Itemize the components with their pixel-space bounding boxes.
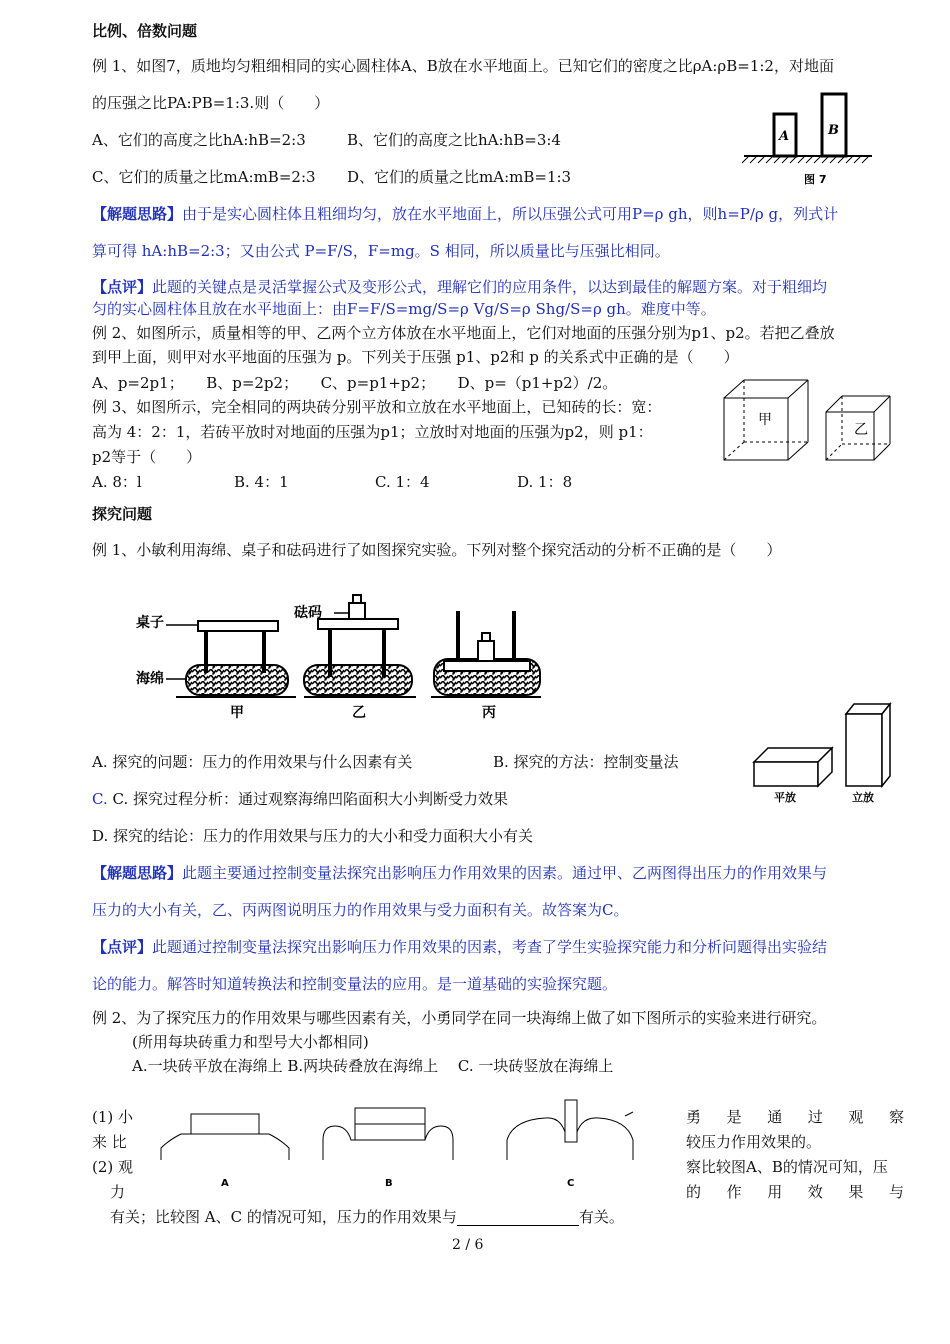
q2-tail: 有关；比较图 A、C 的情况可知，压力的作用效果与 有关。: [110, 1208, 624, 1226]
q2-left: (2) 观: [92, 1158, 134, 1176]
q2-left-2: 力: [110, 1183, 126, 1201]
caption-jia: 甲: [230, 705, 244, 720]
ex3-line-2: 高为 4：2：1，若砖平放时对地面的压强为p1；立放时对地面的压强为p2，则 p1：: [92, 423, 653, 441]
cap-c: C: [567, 1178, 575, 1189]
cap-a: A: [221, 1178, 229, 1189]
ex1-option-d: D、它们的质量之比mA:mB=1:3: [347, 168, 572, 186]
sponge-bricks-figure: [155, 1082, 645, 1190]
brick-stand-label: 立放: [852, 791, 874, 804]
ex1-analysis-1: 【解题思路】由于是实心圆柱体且粗细均匀，放在水平地面上，所以压强公式可用P=ρ gh，则h=P/ρ g，列式计: [92, 205, 839, 223]
q2-right-2: 的 作 用 效 果 与: [686, 1183, 904, 1201]
section-title-ratio: 比例、倍数问题: [92, 22, 198, 40]
ex3-option-c: C. 1：4: [375, 473, 430, 491]
cube-yi-label: 乙: [854, 422, 868, 438]
label-weight: 砝码: [294, 605, 322, 621]
ex1-option-c: C、它们的质量之比mA:mB=2:3: [92, 168, 316, 186]
ex2-options: A、p=2p1； B、p=2p2； C、p=p1+p2； D、p=（p1+p2）/2。: [92, 374, 618, 392]
inq2-line-1: 例 2、为了探究压力的作用效果与哪些因素有关，小勇同学在同一块海绵上做了如下图所示的实验来进行研究。: [92, 1009, 827, 1027]
q1-right: 勇 是 通 过 观 察: [686, 1108, 904, 1126]
q1-left-2: 来 比: [92, 1133, 127, 1151]
label-table: 桌子: [136, 615, 164, 631]
sponge-table-figure: [136, 585, 556, 720]
ex3-line-3: p2等于（ ）: [92, 448, 202, 466]
q1-right-2: 较压力作用效果的。: [686, 1133, 822, 1151]
inq1-option-b: B. 探究的方法：控制变量法: [493, 753, 679, 771]
ex1-line-1: 例 1、如图7，质地均匀粗细相同的实心圆柱体A、B放在水平地面上。已知它们的密度之比ρA:ρB=1:2，对地面: [92, 57, 834, 75]
caption-yi: 乙: [352, 705, 366, 720]
inq1-review-2: 论的能力。解答时知道转换法和控制变量法的应用。是一道基础的实验探究题。: [92, 975, 618, 993]
page-number: 2 / 6: [452, 1237, 484, 1253]
label-sponge: 海绵: [136, 671, 164, 687]
inq1-option-c: C. C. 探究过程分析：通过观察海绵凹陷面积大小判断受力效果: [92, 790, 508, 808]
inq1-option-d: D. 探究的结论：压力的作用效果与压力的大小和受力面积大小有关: [92, 827, 534, 845]
caption-bing: 丙: [482, 705, 496, 720]
inq1-option-a: A. 探究的问题：压力的作用效果与什么因素有关: [92, 753, 413, 771]
cube-jia-label: 甲: [758, 412, 772, 428]
ex2-line-2: 到甲上面，则甲对水平地面的压强为 p。下列关于压强 p1、p2和 p 的关系式中正确的是（ ）: [92, 348, 739, 366]
figure-7-cylinders: [742, 88, 874, 188]
ex1-line-2: 的压强之比PA:PB=1:3.则（ ）: [92, 94, 330, 112]
ex3-option-b: B. 4：1: [234, 473, 289, 491]
inq2-line-3: A.一块砖平放在海绵上 B.两块砖叠放在海绵上 C. 一块砖竖放在海绵上: [132, 1057, 614, 1075]
bricks-figure: [750, 700, 900, 808]
review-tag: 【点评】: [92, 278, 153, 296]
figure-7-caption: 图 7: [804, 173, 827, 186]
inq1-analysis-1: 【解题思路】此题主要通过控制变量法探究出影响压力作用效果的因素。通过甲、乙两图得出压力的作用效果与: [92, 864, 828, 882]
cap-b: B: [385, 1178, 393, 1189]
ex3-option-a: A. 8：l: [92, 473, 142, 491]
q1-left: (1) 小: [92, 1108, 134, 1126]
inq2-line-2: (所用每块砖重力和型号大小都相同): [132, 1033, 369, 1051]
inq1-line-1: 例 1、小敏利用海绵、桌子和砝码进行了如图探究实验。下列对整个探究活动的分析不正确的是（ ）: [92, 541, 782, 559]
section-title-inquiry: 探究问题: [92, 505, 153, 523]
inq1-analysis-2: 压力的大小有关，乙、丙两图说明压力的作用效果与受力面积有关。故答案为C。: [92, 901, 629, 919]
cubes-figure: [722, 378, 902, 464]
ex1-analysis-2: 算可得 hA:hB=2:3；又由公式 P=F/S，F=mg。S 相同，所以质量比与压强比相同。: [92, 242, 670, 260]
answer-blank[interactable]: [457, 1211, 579, 1226]
ex1-review-2: 匀的实心圆柱体且放在水平地面上：由F=F/S=mg/S=ρ Vg/S=ρ Shg/S=ρ gh。难度中等。: [92, 300, 716, 318]
cyl-b-label: B: [828, 123, 839, 138]
cyl-a-label: A: [779, 129, 790, 144]
ex2-line-1: 例 2、如图所示，质量相等的甲、乙两个立方体放在水平地面上，它们对地面的压强分别为p1、p2。若把乙叠放: [92, 324, 835, 342]
brick-flat-label: 平放: [774, 791, 796, 804]
ex1-option-b: B、它们的高度之比hA:hB=3:4: [347, 131, 561, 149]
analysis-tag: 【解题思路】: [92, 205, 183, 223]
q2-right: 察比较图A、B的情况可知，压: [686, 1158, 888, 1176]
inq1-review-1: 【点评】此题通过控制变量法探究出影响压力作用效果的因素，考查了学生实验探究能力和分析问题得出实验结: [92, 938, 828, 956]
ex3-line-1: 例 3、如图所示，完全相同的两块砖分别平放和立放在水平地面上，已知砖的长：宽：: [92, 398, 662, 416]
ex3-option-d: D. 1：8: [517, 473, 573, 491]
ex1-option-a: A、它们的高度之比hA:hB=2:3: [92, 131, 306, 149]
ex1-review-1: 【点评】此题的关键点是灵活掌握公式及变形公式，理解它们的应用条件，以达到最佳的解题方案。对于粗细均: [92, 278, 828, 296]
